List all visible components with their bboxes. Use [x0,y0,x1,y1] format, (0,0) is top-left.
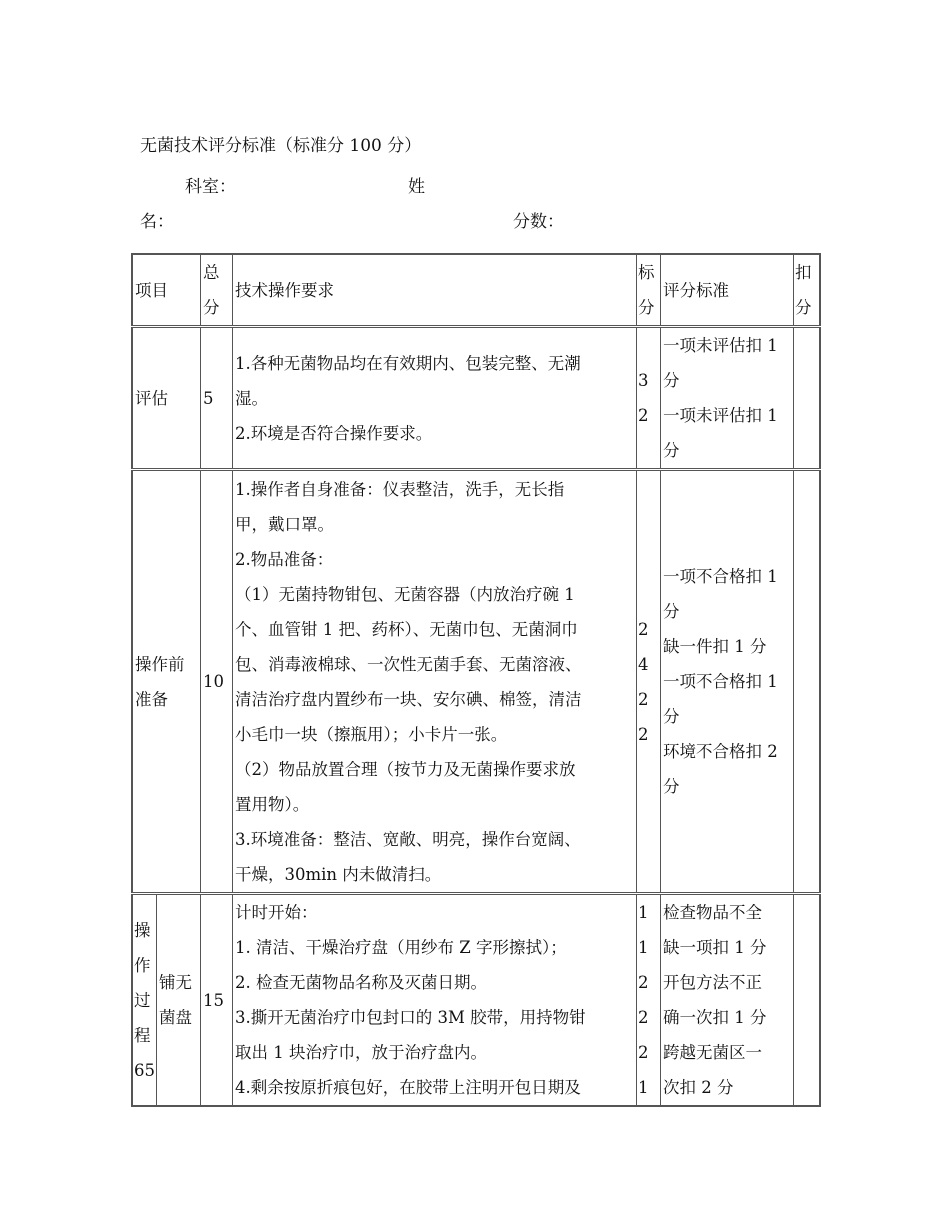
row-deduct [794,894,820,1107]
row-requirements: 计时开始： 1. 清洁、干燥治疗盘（用纱布 Z 字形擦拭）； 2. 检查无菌物品名称及灭菌日期。 3.撕开无菌治疗巾包封口的 3M 胶带，用持物钳 取出 1 块治疗巾，放于治疗盘内。 4.剩余按原折痕包好，在胶带上注明开包日期及 [233,894,637,1107]
header-deduct: 扣 分 [794,254,820,327]
row-requirements: 1.操作者自身准备：仪表整洁，洗手，无长指 甲，戴口罩。 2.物品准备： （1）无菌持物钳包、无菌容器（内放治疗碗 1 个、血管钳 1 把、药杯）、无菌巾包、无菌洞巾 包、消毒液棉球、一次性无菌手套、无菌溶液、 清洁治疗盘内置纱布一块、安尔碘、棉签，清洁 小毛巾一块（擦瓶用）；小卡片一张。 （2）物品放置合理（按节力及无菌操作要求放 置用物）。 3.环境准备：整洁、宽敞、明亮，操作台宽阔、 干燥，30min 内未做清扫。 [233,470,637,894]
row-total: 10 [201,470,233,894]
row-deduct [794,327,820,470]
header-criteria: 评分标准 [661,254,794,327]
row-deduct [794,470,820,894]
scoring-table [131,253,821,1107]
table-row [132,894,820,1107]
header-total: 总 分 [201,254,233,327]
header-item: 项目 [132,254,201,327]
row-criteria: 一项未评估扣 1 分 一项未评估扣 1 分 [661,327,794,470]
row-standard: 3 2 [637,327,661,470]
row-item: 操作前 准备 [132,470,201,894]
row-item: 评估 [132,327,201,470]
table-row [132,470,820,894]
surname-label: 姓 [408,177,425,197]
row-sub-item: 铺无 菌盘 [157,894,201,1107]
row-criteria: 一项不合格扣 1 分 缺一件扣 1 分 一项不合格扣 1 分 环境不合格扣 2 分 [661,470,794,894]
row-total: 15 [201,894,233,1107]
row-total: 5 [201,327,233,470]
table-header-row [132,254,820,327]
score-label: 分数： [513,212,564,232]
row-standard: 2 4 2 2 [637,470,661,894]
row-standard: 1 1 2 2 2 1 [637,894,661,1107]
header-standard: 标 分 [637,254,661,327]
row-criteria: 检查物品不全 缺一项扣 1 分 开包方法不正 确一次扣 1 分 跨越无菌区一 次扣 2 分 [661,894,794,1107]
row-requirements: 1.各种无菌物品均在有效期内、包装完整、无潮 湿。 2.环境是否符合操作要求。 [233,327,637,470]
document-title: 无菌技术评分标准（标准分 100 分） [140,136,422,156]
header-requirements: 技术操作要求 [233,254,637,327]
table-row [132,327,820,470]
given-name-label: 名： [140,212,174,232]
row-group-item: 操 作 过 程 65 [132,894,157,1107]
department-label: 科室： [185,177,236,197]
